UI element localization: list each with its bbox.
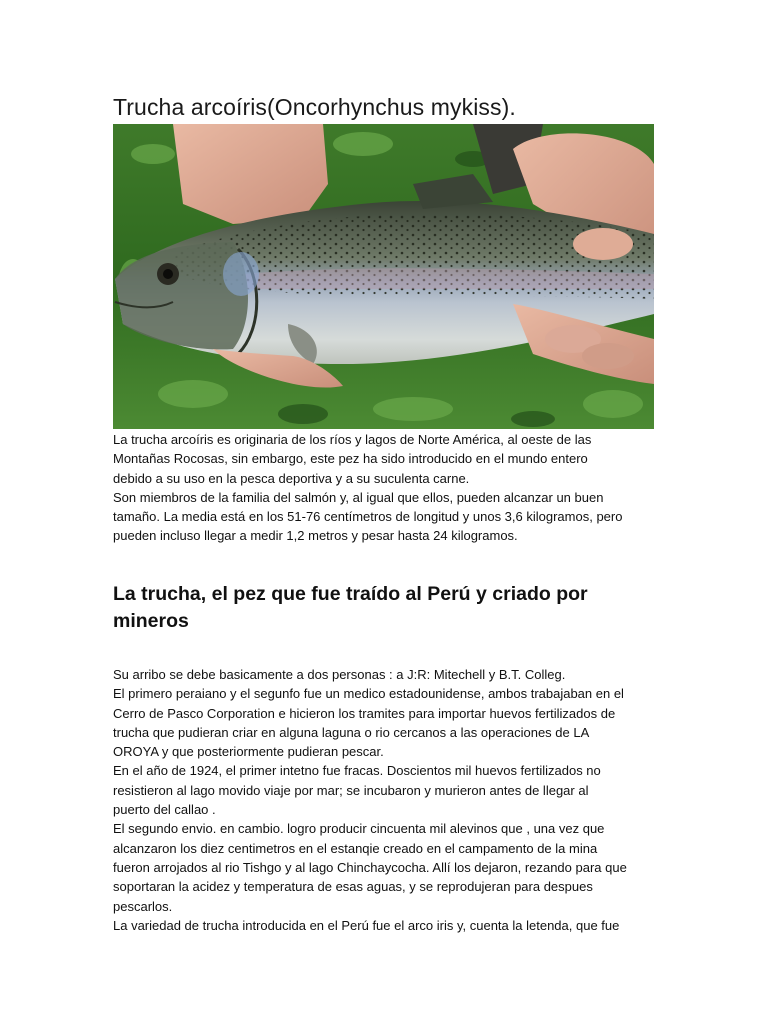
text-line: tamaño. La media está en los 51-76 centímetros de longitud y unos 3,6 kilogramos, pero xyxy=(113,509,623,525)
text-line: La trucha arcoíris es originaria de los ríos y lagos de Norte América, al oeste de las xyxy=(113,432,592,447)
text-line: Su arribo se debe basicamente a dos personas : a J:R: Mitechell y B.T. Colleg. xyxy=(113,667,566,682)
text-line: resistieron al lago movido viaje por mar; se incubaron y murieron antes de llegar al xyxy=(113,782,589,798)
text-line: OROYA y que posteriormente pudieran pescar. xyxy=(113,744,384,760)
text-line: soportaran la acidez y temperatura de esas aguas, y se reprodujeran para despues xyxy=(113,879,593,895)
heading-line: La trucha, el pez que fue traído al Perú y criado por xyxy=(113,583,588,605)
text-line: Son miembros de la familia del salmón y, al igual que ellos, pueden alcanzar un buen xyxy=(113,489,604,505)
text-line: El segundo envio. en cambio. logro producir cincuenta mil alevinos que , una vez que xyxy=(113,821,605,837)
text-line: En el año de 1924, el primer intetno fue fracas. Doscientos mil huevos fertilizados no xyxy=(113,763,601,779)
text-line: Montañas Rocosas, sin embargo, este pez ha sido introducido en el mundo entero xyxy=(113,451,588,467)
text-line: trucha que pudieran criar en alguna laguna o rio cercanos a las operaciones de LA xyxy=(113,724,590,740)
section-heading xyxy=(113,581,658,635)
text-line: El primero peraiano y el segunfo fue un medico estadounidense, ambos trabajaban en el xyxy=(113,686,624,702)
text-line: debido a su uso en la pesca deportiva y a su suculenta carne. xyxy=(113,470,470,486)
text-line: pueden incluso llegar a medir 1,2 metros y pesar hasta 24 kilogramos. xyxy=(113,528,518,544)
page-title: Trucha arcoíris(Oncorhynchus mykiss). xyxy=(113,94,516,120)
trout-photo xyxy=(113,124,654,429)
heading-line: mineros xyxy=(113,610,189,632)
body-paragraph xyxy=(113,665,658,935)
text-line: pescarlos. xyxy=(113,898,173,914)
intro-paragraph xyxy=(113,430,658,546)
text-line: puerto del callao . xyxy=(113,802,216,818)
text-line: La variedad de trucha introducida en el Perú fue el arco iris y, cuenta la letenda, que fue xyxy=(113,917,620,933)
text-line: fueron arrojados al rio Tishgo y al lago Chinchaycocha. Allí los dejaron, rezando para que xyxy=(113,859,627,875)
text-line: Cerro de Pasco Corporation e hicieron los tramites para importar huevos fertilizados de xyxy=(113,705,616,721)
text-line: alcanzaron los diez centimetros en el estanqie creado en el campamento de la mina xyxy=(113,840,598,856)
